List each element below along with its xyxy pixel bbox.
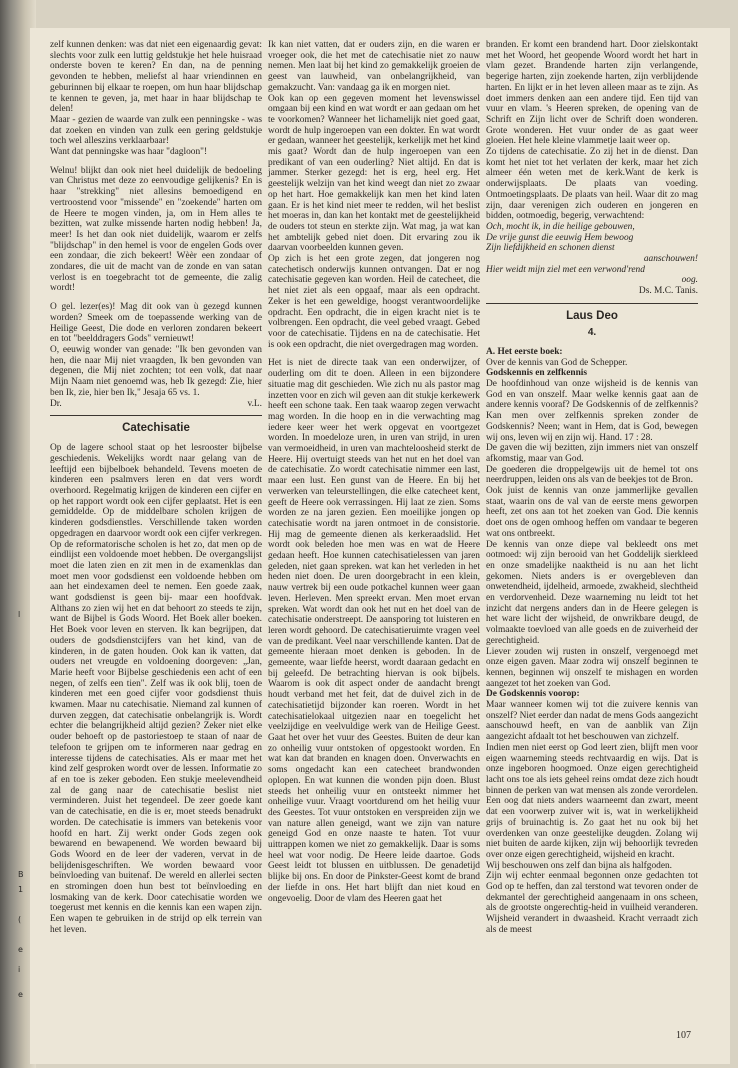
section-heading-catechisatie: Catechisatie	[50, 415, 262, 435]
paragraph: O gel. lezer(es)! Mag dit ook van ù gezegd kunnen worden? Smeek om de toepassende werking van de Heilige Geest, Die dode en verloren zondaren bekeert en tot "beelddragers Gods" vernieuwt!	[50, 302, 262, 345]
column-middle	[268, 40, 480, 904]
paragraph: Op zich is het een grote zegen, dat jongeren nog catechetisch onderwijs kunnen ontvangen. Dat er nog catechisatie gegeven kan worden. Heil de catecheet, die het niet ziet als een opgaaf, maar als een opdracht. Zeker is het een geweldige, hoogst verantwoordelijke opdracht. Een opdracht, die in eigen kracht niet is te volbrengen. Een opdracht, die veel gebed vraagt. Gebed voor de catechisatie. Tijdens en na de catechisatie. Het is ook een opdracht, die niet overgedragen mag worden.	[268, 254, 480, 350]
binding-mark: B	[18, 870, 24, 879]
verse-line: Hier weidt mijn ziel met een verwond'rend	[486, 264, 645, 275]
paragraph: Het is niet de directe taak van een onderwijzer, of ouderling om dit te doen. Alleen in een bijzondere situatie mag dit geschieden. Wie zich nu als pastor mag inzetten voor en zich wil geven aan dit stukje kerkewerk heeft een schone taak. Een taak waarop zegen verwacht mag worden. In die hoop en in die verwachting mag iedere keer weer het werk opgevat en voortgezet worden. In moedeloze uren, in uren van strijd, in uren van vermoeidheid, in uren van machteloosheid sterkt de Heere. Hij overtuigt steeds van het nut en het doel van de catechisatie. Zo wordt catechisatie nimmer een last, maar een lust. Een gunst van de Heere. En bij het verwerken van teleurstellingen, die elke catecheet kent, geeft de Heere ook verrassingen. Hij laat ze zien. Soms worden ze na jaren gezien. Een moeilijke jongen op catechisatie wordt na jaren ontmoet in de consistorie. Hij mag de gemeente dienen als kerkeraadslid. Het wordt ook beleden hoe men was en wat de Heere gedaan heeft. Hoe kunnen catechisatielessen van jaren geleden, niet gaan spreken. wat kan het verleden in het heden niet doen. De uren doorgebracht in een klein, nauw vertrek bij een oude potkachel kunnen weer gaan leven. Herleven. Men spreekt ervan. Men moet ervan spreken. Wat wordt dan ook het nut en het doel van de catechisatie onderstreept. De aansporing tot luisteren en leren wordt gehoord. De catechisatieruimte vragen veel van de predikant. Veel naar verschillende kanten. Dat de gemeente hieraan moet denken is geboden. In de gemeente, waar liefde heerst, wordt daaraan gedacht en bij geleefd. De betrachting hiervan is ook bijbels. Waarom is ook dit aspect onder de aandacht brengt houdt verband met het feit, dat de duivel zich in de catechisatietijd bijzonder kan roeren. Wordt in het catechisatielokaal uitgezien naar en toegelicht het veelzijdige en veelvuldige werk van de Heilige Geest. Gaat het over het vuur des Geestes. Buiten de deur kan zo onheilig vuur ontstoken of opgestookt worden. En wat kan dat branden en knagen doen. Onverwachts en soms ongedacht kan een catecheet brandwonden oplopen. En wat kunnen die wonden pijn doen. Blust steeds het onheilig vuur en ontsteekt nimmer het onheilige vuur. Vraagt voortdurend om het heilig vuur des Geestes. Tot vuur ontstoken en verspreiden zijn we van nature allen geneigd, want we zijn van nature geneigd God en onze naaste te haten. Tot vuur uittrappen komen we niet zo gemakkelijk. Daar is soms heel wat voor nodig. De Heere leide daartoe. Gods Geest leidt tot blussen en uitblussen. De genadetijd blijke bij ons. En door de Pinkster-Geest komt de brand der liefde in ons. Het hart blijft dan niet koud en ongevoelig. Door de vlam des Heeren gaat het	[268, 358, 480, 904]
paragraph: Maar - gezien de waarde van zulk een penningske - was dat zoeken en vinden van zulk een gering geldstukje toch wel alleszins verklaarbaar!	[50, 114, 262, 147]
verse-line: Zijn liefdijkheid en schonen dienst	[486, 243, 615, 254]
paragraph: Op de lagere school staat op het lesrooster bijbelse geschiedenis. Wekelijks wordt naar gelang van de leeftijd een bijbelboek behandeld. Tevens moeten de kinderen een psalmvers leren en dat vers wordt overhoord. Regelmatig krijgen de kinderen een cijfer en op het rapport wordt ook een cijfer geplaatst. Het is een gemiddelde. Op de middelbare scholen krijgen de kinderen godsdienstles. Verschillende taken worden opgedragen en daarvoor wordt ook een cijfer verkregen. Op de reformatorische scholen is het zo, dat men op de eindlijst een voldoende moet hebben. De overgangslijst moet die laten zien en zit men in de examenklas dan moet men voor godsdienst een voldoende hebben om aan het eindexamen deel te nemen. Een goede zaak, want godsdienst is geen bij- maar een hoofdvak. Althans zo zien wij het en dat behoort zo steeds te zijn, want de Bijbel is Gods Woord. Het Boek aller boeken. Het Boek voor leven en sterven. Ik kan begrijpen, dat ouders de godsdienstcijfers van het kind, van de kinderen, in de gaten houden. Ook kan ik vatten, dat ouders net vreugde en voldoening doorgeven: „Jan, Marie heeft voor Bijbelse geschiedenis een acht of een negen, of zelfs een tien". Zelf was ik ook blij, toen de kinderen met een goed cijfer voor godsdienst thuis kwamen. Maar nu catechisatie. Niemand zal kunnen of durven zeggen, dat catechisatie onbelangrijk is. Wordt echter die belangrijkheid altijd gezien? Zeker niet elke ouder behoeft op de pastoriestoep te staan of naar de telefoon te grijpen om te informeren naar gedrag en interesse tijdens de catechisaties. Als er maar met het kind zelf gesproken wordt over de lessen. Informatie zo af en toe is zeker geboden. Een stukje meelevendheid zal de gang naar de catechisatie beslist niet verminderen. Juist het tegendeel. De zeer goede kant van de catechisatie, en die is er, moet steeds benadrukt worden. De catechisatie is immers van betekenis voor hoofd en hart. Zij werkt onder Gods zegen ook bewarend en bewapenend. We worden bewaard bij Gods Woord en de leer der vaderen, vervat in de belijdenisgeschriften. We worden bewaard voor beïnvloeding van buitenaf. De wereld en allerlei secten en stromingen doen hun best tot beïnvloeding en losmaking van de kerk. Door catechisatie worden we toegerust met kennis en die kennis kan een wapen zijn. Een wapen te gebruiken in de strijd op elk terrein van het leven.	[50, 443, 262, 935]
verse-line: Och, mocht ik, in die heilige gebouwen,	[486, 221, 635, 232]
paragraph: De goederen die droppelgewijs uit de hemel tot ons neerdruppen, leiden ons als van de beekjes tot de Bron.	[486, 464, 698, 486]
section-heading-laus-deo	[486, 303, 698, 339]
heading-number: 4.	[587, 326, 597, 338]
verse-line: aanschouwen!	[643, 254, 698, 265]
verse-line: De vrije gunst die eeuwig Hem bewoog	[486, 232, 634, 243]
signature-left: Dr.	[50, 398, 62, 409]
binding-mark: l	[18, 610, 21, 619]
paragraph: De gaven die wij bezitten, zijn immers niet van onszelf afkomstig, maar van God.	[486, 443, 698, 464]
paragraph: Maar wanneer komen wij tot die zuivere kennis van onszelf? Niet eerder dan nadat de mens Gods aangezicht aanschouwd heeft, en van de aanblik van Zijn aangezicht afdaalt tot het beschouwen van zichzelf.	[486, 700, 698, 743]
subheading: Godskennis en zelfkennis	[486, 368, 588, 379]
binding-mark: e	[18, 945, 23, 954]
paragraph: O, eeuwig wonder van genade: "Ik ben gevonden van hen, die naar Mij niet vraagden, Ik ben gevonden van degenen, die Mij niet zochten; tot een volk, dat naar Mijn Naam niet genoemd was, heb Ik gezegd: Zie, hier ben Ik, zie, hier ben Ik," Jesaja 65 vs. 1.	[50, 344, 262, 398]
psalm-verse	[486, 222, 698, 286]
paragraph: Ook juist de kennis van onze jammerlijke gevallen staat, waarin ons de val van de eerste mens geworpen heeft, zet ons aan tot het zoeken van God. Die kennis doet ons de ogen omhoog heffen om vandaar te begeren wat ons ontbreekt.	[486, 486, 698, 539]
paragraph: branden. Er komt een brandend hart. Door zielskontakt met het Woord, het geopende Woord wordt het hart in vlam gezet. Brandende harten zijn verlangende, begerige harten, zijn zoekende harten, zijn verblijdende harten. En lijkt er in het leven alleen maar as te zijn. As doet immers denken aan een andere tijd. Een tijd van vuur en vlam. 's Heeren spreken, de opening van de Schrift en Zijn licht over de Schrift doen wonderen. Grote wonderen. Het vuur onder de as gaat weer gloeien. Het hele kleine vlammetje laait weer op.	[486, 40, 698, 147]
heading-title: Laus Deo	[566, 309, 618, 322]
paragraph: Indien men niet eerst op God leert zien, blijft men voor eigen waarneming steeds rechtvaardig en wijs. Dat is onze ingeboren hoogmoed. Onze eigen gerechtigheid lacht ons toe als iets geheel reins omdat deze zich houdt binnen de perken van wat mensen als zonde verordelen. Een oog dat niets anders waarneemt dan zwart, meent dat een voorwerp zuiver wit is, wat in werkelijkheid grijs of bruinachtig is. Zo gaat het nu ook bij het overdenken van onze geestelijke deugden. Zolang wij niet buiten de aarde kijken, zijn wij behoorlijk tevreden over onze eigen gerechtigheid, wijsheid en kracht.	[486, 742, 698, 860]
paragraph: Ook kan op een gegeven moment het levenswissel omgaan bij een kind en wat wordt er aan gedaan om het te voorkomen? Wanneer het lichamelijk niet goed gaat, wordt de hulp ingeroepen van een dokter. En wat wordt er gedaan, wanneer het geestelijk, kerkelijk met het kind mis gaat? Wordt dan de hulp ingeroepen van een predikant of van een ouderling? Niet altijd. En dat is jammer. Sterker gezegd: het is erg, heel erg. Het geestelijk welzijn van het kind weegt dan niet zo zwaar op het hart. Hoe gemakkelijk kan men het kind laten gaan. Er is het kind niet meer te redden, wil het beslist het moeras in, dan kan het kontakt met de geestelijkheid de ouders tot steun en sterkte zijn. Wat mag, ja wat kan het ambtelijk gebed niet doen. Dit ervaring zou ik daarvan voorbeelden kunnen geven.	[268, 93, 480, 254]
subheading: De Godskennis voorop:	[486, 689, 580, 700]
binding-mark: 1	[18, 885, 24, 894]
paragraph: Over de kennis van God de Schepper.	[486, 357, 628, 368]
verse-line: oog.	[681, 275, 698, 286]
page-number: 107	[676, 1030, 691, 1041]
binding-mark: e	[18, 990, 23, 999]
paragraph: Zo tijdens de catechisatie. Zo zij het in de dienst. Dan komt het niet tot het verlaten der kerk, maar het zich almeer één weten met de kerk.Want de kerk is onderwijsplaats. De plaats van voeding. Ontmoetingsplaats. De plaats van heil. Waar dit zo mag zijn, daar verenigen zich ouderen en jongeren en bidden, ootmoedig, begerig, verwachtend:	[486, 147, 698, 222]
paragraph: zelf kunnen denken: was dat niet een eigenaardig gevat: slechts voor zulk een luttig geldstukje het hele huisraad onderste boven te keren? En dan, na de penning gevonden te hebben, meliefst al haar vriendinnen en geburinnen bij elkaar te roepen, om hun haar blijdschap te kennen te geven, ja, met haar in haar blijdschap te delen!	[50, 40, 262, 115]
binding-mark: i	[18, 965, 21, 974]
paragraph: De hoofdinhoud van onze wijsheid is de kennis van God en van onszelf. Maar welke kennis gaat aan de andere kennis vooraf? De Godskennis of de zelfkennis? Kan men over zelfkennis spreken zonder de Godskennis? Neen; want in Hem, dat is God, bewegen wij ons, leven wij en zijn wij. Hand. 17 : 28.	[486, 378, 698, 443]
column-left	[50, 40, 262, 936]
paragraph: Ik kan niet vatten, dat er ouders zijn, en die waren er vroeger ook, die het met de catechisatie niet zo nauw nemen. Men laat bij het kind zo gemakkelijk groeien de geest van lauwheid, van onbelangrijkheid, van gemakzucht. Van: vandaag ga ik en morgen niet.	[268, 40, 480, 93]
column-right	[486, 40, 698, 936]
signature: Ds. M.C. Tanis.	[638, 286, 698, 297]
signature	[50, 399, 262, 410]
paragraph: Wij beschouwen ons zelf dan bijna als halfgoden.	[486, 860, 673, 871]
paragraph: Liever zouden wij rusten in onszelf, vergenoegd met onze eigen gaven. Maar zodra wij onszelf beginnen te kennen, beginnen wij onszelf te mishagen en worden aangezet tot het zoeken van God.	[486, 646, 698, 689]
signature-right: v.L.	[247, 398, 262, 409]
binding-mark: (	[18, 915, 22, 924]
paragraph: Zijn wij echter eenmaal begonnen onze gedachten tot God op te heffen, dan zal terstond wat tevoren onder de dekmantel der gerechtigheid aangenaam in ons scheen, als de grootste ongerechtig-heid in vuilheid veranderen. Wijsheid verandert in dwaasheid. Kracht verraadt zich als de meest	[486, 871, 698, 935]
paragraph: Want dat penningske was haar "dagloon"!	[50, 147, 208, 158]
subheading: A. Het eerste boek:	[486, 346, 563, 357]
paragraph: Welnu! blijkt dan ook niet heel duidelijk de bedoeling van Christus met deze zo eenvoudige gelijkenis? En is haar "strekking" niet allesins bemoedigend en vertroostend voor "missende" en "zoekende" harten om de Heere te mogen vinden, ja, om in Hem alles te bezitten, wat zulke missende harten nodig hebben! Ja, meer! Is het dan ook niet duidelijk, waarom er zelfs "blijdschap" in den hemel is voor de engelen Gods over een zondaar, die zich bekeert! Wèèr een zondaar of zondares, die uit de macht van de zonde en van satan verlost is en toegebracht tot de gemeente, die zalig wordt!	[50, 165, 262, 294]
paragraph: De kennis van onze diepe val bekleedt ons met ootmoed: wij zijn berooid van het Goddelijk sierkleed en onze smadelijke naaktheid is nu aan het licht gekomen. Niets anders is er overgebleven dan onwetendheid, ijdelheid, armoede, zwakheid, slechtheid en verdorvenheid. Deze waarneming nu leidt tot het inzicht dat nergens anders dan in de Heere gelegen is het ware licht der wijsheid, de onwrikbare deugd, de volmaakte toevloed van alle goeds en de zuiverheid der gerechtigheid.	[486, 539, 698, 646]
